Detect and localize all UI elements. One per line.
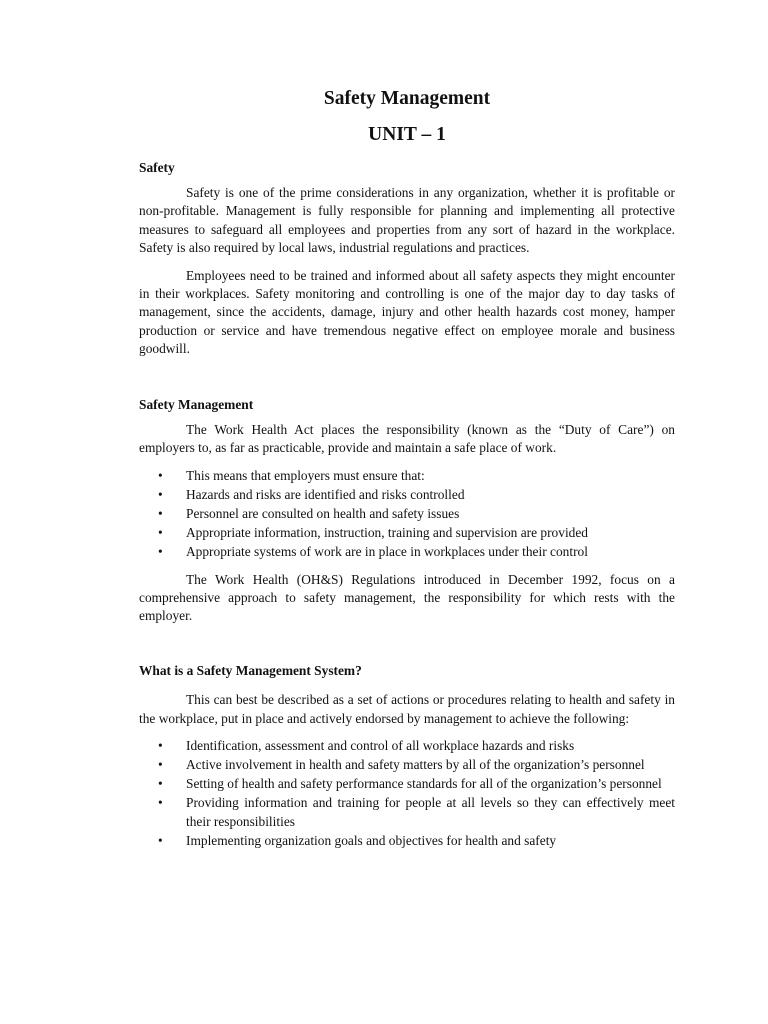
list-item	[139, 486, 675, 504]
bullet-icon: •	[158, 757, 163, 773]
unit-heading: UNIT – 1	[368, 124, 446, 145]
list-item-text: Appropriate systems of work are in place in workplaces under their control	[186, 544, 588, 560]
bullet-icon: •	[158, 776, 163, 792]
safety-paragraph-1: Safety is one of the prime considerations in any organization, whether it is profitable or non-profitable. Management is fully responsible for planning and implementing all protective measures to safeguard all employees and properties from any sort of hazard in the workplace. Safety is also required by local laws, industrial regulations and practices.	[139, 185, 675, 255]
bullet-icon: •	[158, 795, 163, 811]
bullet-icon: •	[158, 544, 163, 560]
safety-management-closing: The Work Health (OH&S) Regulations introduced in December 1992, focus on a comprehensive approach to safety management, the responsibility for which rests with the employer.	[139, 571, 675, 624]
list-item	[139, 524, 675, 542]
section-heading-sms: What is a Safety Management System?	[139, 663, 362, 679]
list-item	[139, 756, 675, 774]
list-item	[139, 775, 675, 793]
list-item-text: Active involvement in health and safety matters by all of the organization’s personnel	[186, 757, 645, 773]
bullet-icon: •	[158, 467, 163, 483]
list-item-text: Implementing organization goals and objectives for health and safety	[186, 832, 557, 848]
bullet-icon: •	[158, 506, 163, 522]
list-item	[139, 543, 675, 561]
document-title: Safety Management	[323, 88, 491, 109]
list-item	[139, 794, 675, 830]
list-item-text: Hazards and risks are identified and risks controlled	[186, 486, 465, 502]
section-heading-safety: Safety	[139, 160, 175, 175]
list-item	[139, 467, 675, 485]
list-item-text: Personnel are consulted on health and safety issues	[186, 506, 460, 522]
list-item-text: This means that employers must ensure that:	[186, 467, 425, 483]
section-heading-safety-management: Safety Management	[139, 397, 254, 413]
bullet-icon: •	[158, 832, 163, 848]
safety-management-bullet-list	[139, 467, 675, 562]
list-item-text: Providing information and training for people at all levels so they can effectively meet their responsibilities	[186, 795, 675, 829]
sms-bullet-list	[139, 737, 675, 850]
bullet-icon: •	[158, 525, 163, 541]
list-item-text: Appropriate information, instruction, training and supervision are provided	[186, 525, 588, 541]
list-item-text: Identification, assessment and control of all workplace hazards and risks	[186, 737, 575, 753]
list-item	[139, 832, 675, 850]
list-item	[139, 505, 675, 523]
bullet-icon: •	[158, 737, 163, 753]
document-page	[139, 86, 675, 850]
bullet-icon: •	[158, 486, 163, 502]
list-item-text: Setting of health and safety performance standards for all of the organization’s personnel	[186, 776, 662, 792]
sms-intro: This can best be described as a set of actions or procedures relating to health and safety in the workplace, put in place and actively endorsed by management to achieve the following:	[139, 692, 675, 726]
safety-management-intro: The Work Health Act places the responsibility (known as the “Duty of Care”) on employers to, as far as practicable, provide and maintain a safe place of work.	[139, 422, 675, 456]
list-item	[139, 737, 675, 755]
safety-paragraph-2: Employees need to be trained and informed about all safety aspects they might encounter in their workplaces. Safety monitoring and controlling is one of the major day to day tasks of management, since the accidents, damage, injury and other health hazards cost money, hamper production or service and have tremendous negative effect on employee morale and business goodwill.	[139, 268, 675, 356]
